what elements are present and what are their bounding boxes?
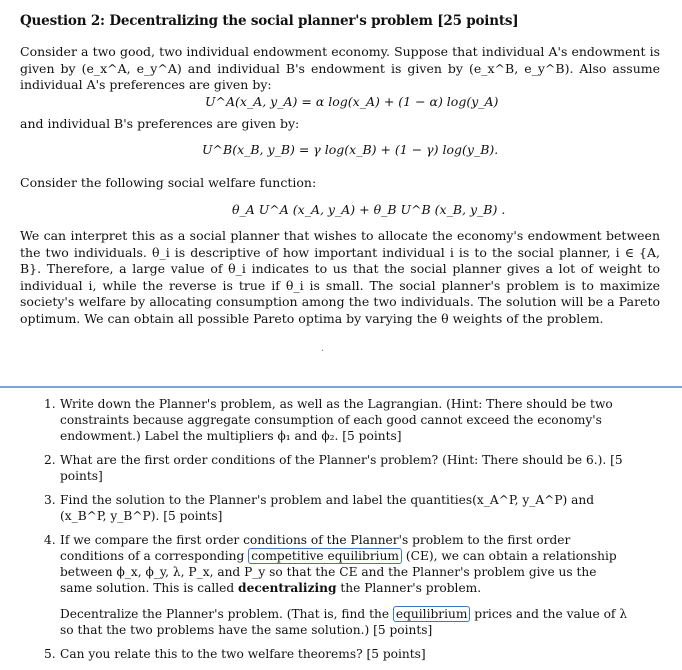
question-title: Question 2: Decentralizing the social planner's problem [25 points] bbox=[20, 13, 519, 29]
question-2-text: What are the first order conditions of the Planner's problem? (Hint: There should be 6.). [5 points] bbox=[60, 453, 623, 483]
equilibrium-highlight[interactable]: equilibrium bbox=[393, 606, 471, 622]
intro-paragraph: Consider a two good, two individual endowment economy. Suppose that individual A's endowment is given by (e_x^A, e_y^A) and individual B's endowment is given by (e_x^B, e_y^B). Also assume individual A's preferences are given by: bbox=[20, 44, 660, 92]
divider-line bbox=[0, 386, 682, 388]
question-4-text-a: If we compare the first order conditions of the Planner's problem to the first order conditions of a corresponding bbox=[60, 533, 571, 563]
question-3: 3. Find the solution to the Planner's problem and label the quantities(x_A^P, y_A^P) and (x_B^P, y_B^P). [5 points] bbox=[44, 493, 595, 523]
competitive-equilibrium-highlight[interactable]: competitive equilibrium bbox=[248, 548, 402, 564]
question-4-subpart: Decentralize the Planner's problem. (That is, find the equilibrium prices and the value of λ so that the two problems have the same solution.) [5 points] bbox=[60, 607, 628, 637]
decentralizing-term: decentralizing bbox=[238, 581, 337, 595]
question-4-text-c: the Planner's problem. bbox=[340, 581, 482, 595]
question-4: 4. If we compare the first order conditions of the Planner's problem to the first order conditions of a corresponding competitive equilibrium (CE), we can obtain a relationship between ϕ_x, ϕ_y, λ, P_x, and P_y so that the CE and the Planner's problem give us the same solution. This is called decentralizing the Planner's problem. Decentralize the Planner's problem. (That is, find the equilibrium prices and the value of λ so that the two problems have the same solution.) [5 points] bbox=[30, 532, 630, 638]
welfare-intro: Consider the following social welfare function: bbox=[20, 175, 317, 190]
question-1-text: Write down the Planner's problem, as well as the Lagrangian. (Hint: There should be two constraints because aggregate consumption of each good cannot exceed the economy's endowment.) Label the multipliers ϕ₁ and ϕ₂. [5 points] bbox=[60, 397, 613, 443]
question-list bbox=[30, 396, 630, 670]
question-5-text: Can you relate this to the two welfare theorems? [5 points] bbox=[60, 647, 426, 661]
stray-dot: · bbox=[321, 346, 325, 357]
question-4-text-b: (CE), we can obtain a relationship between ϕ_x, ϕ_y, λ, P_x, and P_y so that the CE and the Planner's problem give us the same solution. This is called bbox=[60, 549, 617, 595]
interpretation-paragraph: We can interpret this as a social planner that wishes to allocate the economy's endowment between the two individuals. θ_i is descriptive of how important individual i is to the social planner, i ∈ {A, B}. Therefore, a large value of θ_i indicates to us that the social planner gives a lot of weight to individual i, while the reverse is true if θ_i is small. The social planner's problem is to maximize society's welfare by allocating consumption among the two individuals. The solution will be a Pareto optimum. We can obtain all possible Pareto optima by varying the θ weights of the problem. bbox=[20, 228, 660, 326]
utility-a-equation: U^A(x_A, y_A) = α log(x_A) + (1 − α) log(y_A) bbox=[205, 94, 499, 109]
question-5: 5. Can you relate this to the two welfare theorems? [5 points] bbox=[44, 647, 426, 661]
welfare-function: θ_A U^A (x_A, y_A) + θ_B U^B (x_B, y_B) . bbox=[232, 202, 506, 217]
question-1: 1. Write down the Planner's problem, as well as the Lagrangian. (Hint: There should be two constraints because aggregate consumption of each good cannot exceed the economy's endowment.) Label the multipliers ϕ₁ and ϕ₂. [5 points] bbox=[44, 397, 613, 443]
question-3-text: Find the solution to the Planner's problem and label the quantities(x_A^P, y_A^P) and (x_B^P, y_B^P). [5 points] bbox=[60, 493, 595, 523]
question-2: 2. What are the first order conditions of the Planner's problem? (Hint: There should be 6.). [5 points] bbox=[44, 453, 623, 483]
text-b: and individual B's preferences are given by: bbox=[20, 116, 300, 131]
utility-b-equation: U^B(x_B, y_B) = γ log(x_B) + (1 − γ) log(y_B). bbox=[202, 142, 499, 157]
